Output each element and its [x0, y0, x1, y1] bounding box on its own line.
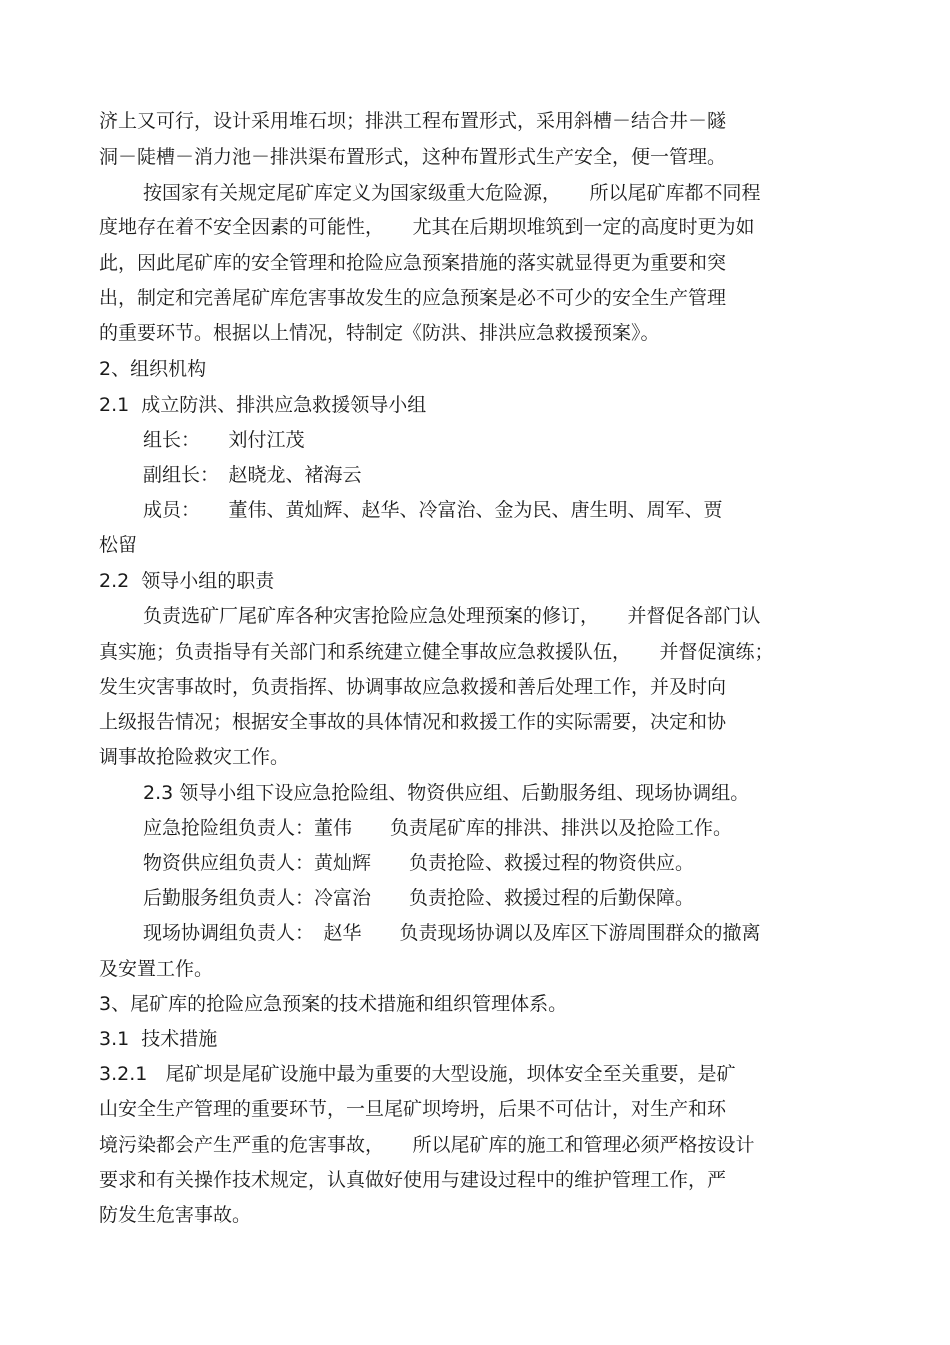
text-line: 上级报告情况；根据安全事故的具体情况和救援工作的实际需要，决定和协	[99, 711, 727, 733]
subsection-heading: 2.1 成立防洪、排洪应急救援领导小组	[99, 394, 427, 416]
text-line: 要求和有关操作技术规定，认真做好使用与建设过程中的维护管理工作，严	[99, 1169, 727, 1191]
text-line: 调事故抢险救灾工作。	[99, 746, 290, 768]
text-line: 真实施；负责指导有关部门和系统建立健全事故应急救援队伍， 并督促演练；	[99, 641, 774, 663]
text-line: 松留	[99, 534, 138, 556]
text-line: 3.2.1 尾矿坝是尾矿设施中最为重要的大型设施，坝体安全至关重要，是矿	[99, 1063, 736, 1085]
text-line: 成员： 董伟、黄灿辉、赵华、冷富治、金为民、唐生明、周军、贾	[143, 499, 723, 521]
text-line: 山安全生产管理的重要环节，一旦尾矿坝垮坍，后果不可估计，对生产和环	[99, 1098, 727, 1120]
section-heading: 2、组织机构	[99, 358, 207, 380]
text-line: 负责选矿厂尾矿库各种灾害抢险应急处理预案的修订， 并督促各部门认	[143, 605, 761, 627]
text-line: 后勤服务组负责人：冷富治 负责抢险、救援过程的后勤保障。	[143, 887, 695, 909]
text-line: 济上又可行，设计采用堆石坝；排洪工程布置形式，采用斜槽－结合井－隧	[99, 110, 727, 132]
text-line: 组长： 刘付江茂	[143, 429, 305, 451]
subsection-heading: 2.2 领导小组的职责	[99, 570, 275, 592]
section-heading: 3、尾矿库的抢险应急预案的技术措施和组织管理体系。	[99, 993, 568, 1015]
text-line: 出，制定和完善尾矿库危害事故发生的应急预案是必不可少的安全生产管理	[99, 287, 727, 309]
text-line: 境污染都会产生严重的危害事故， 所以尾矿库的施工和管理必须严格按设计	[99, 1134, 755, 1156]
text-line: 副组长： 赵晓龙、褚海云	[143, 464, 362, 486]
text-line: 及安置工作。	[99, 958, 214, 980]
text-line: 度地存在着不安全因素的可能性， 尤其在后期坝堆筑到一定的高度时更为如	[99, 216, 755, 238]
text-line: 洞－陡槽－消力池－排洪渠布置形式，这种布置形式生产安全，便一管理。	[99, 146, 727, 168]
text-line: 物资供应组负责人：黄灿辉 负责抢险、救援过程的物资供应。	[143, 852, 695, 874]
text-line: 防发生危害事故。	[99, 1204, 252, 1226]
text-line: 发生灾害事故时，负责指挥、协调事故应急救援和善后处理工作，并及时向	[99, 676, 727, 698]
subsection-heading: 3.1 技术措施	[99, 1028, 218, 1050]
text-line: 按国家有关规定尾矿库定义为国家级重大危险源， 所以尾矿库都不同程	[143, 182, 761, 204]
text-line: 此，因此尾矿库的安全管理和抢险应急预案措施的落实就显得更为重要和突	[99, 252, 727, 274]
text-line: 的重要环节。根据以上情况，特制定《防洪、排洪应急救援预案》。	[99, 322, 660, 344]
text-line: 2.3 领导小组下设应急抢险组、物资供应组、后勤服务组、现场协调组。	[143, 782, 750, 804]
text-line: 现场协调组负责人： 赵华 负责现场协调以及库区下游周围群众的撤离	[143, 922, 761, 944]
text-line: 应急抢险组负责人：董伟 负责尾矿库的排洪、排洪以及抢险工作。	[143, 817, 733, 839]
